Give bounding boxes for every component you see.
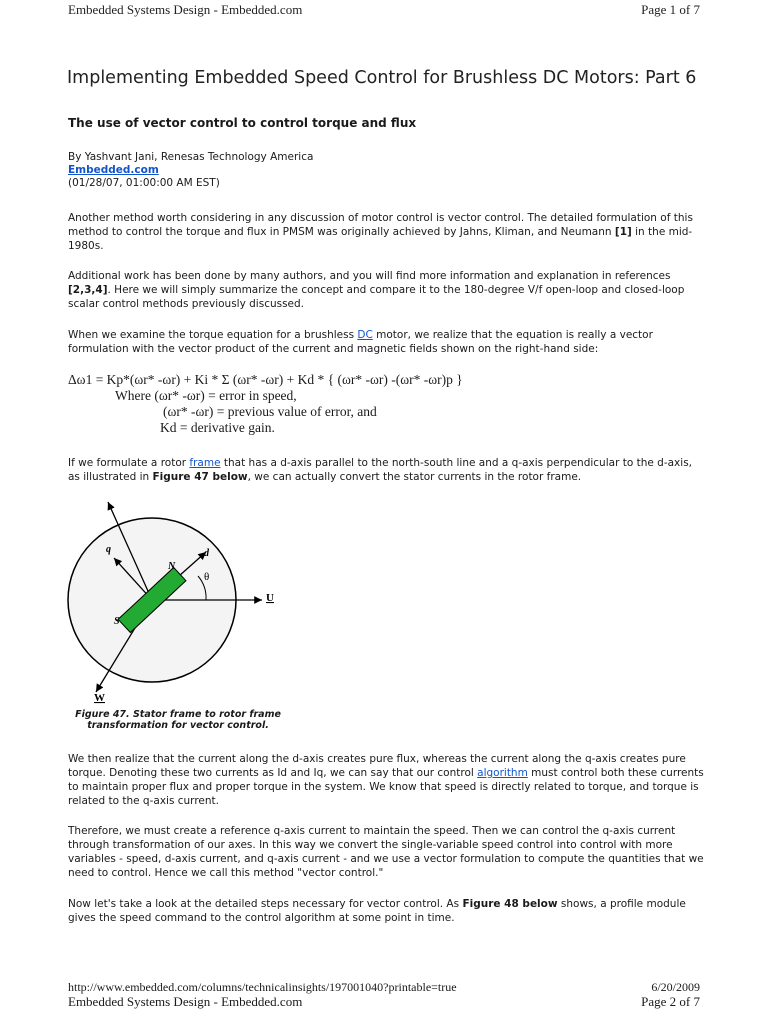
figure-caption: Figure 47. Stator frame to rotor frame transformation for vector control.: [75, 709, 281, 731]
reference-marker: [1]: [614, 226, 632, 238]
article-subtitle: The use of vector control to control torque and flux: [68, 116, 417, 130]
frame-link[interactable]: frame: [189, 457, 221, 469]
footer-url: http://www.embedded.com/columns/technicalinsights/197001040?printable=true: [68, 980, 457, 994]
north-label: N: [168, 561, 176, 572]
paragraph-references: Additional work has been done by many authors, and you will find more information and explanation in references [2,3,4]. Here we will simply summarize the concept and compare it to the 180-degree V/f open-loop and closed-loop scalar control methods previously discussed.: [68, 270, 685, 310]
dc-link[interactable]: DC: [357, 329, 373, 341]
equation-line: Δω1 = Kp*(ωr* -ωr) + Ki * Σ (ωr* -ωr) + Kd * { (ωr* -ωr) -(ωr* -ωr)p }: [68, 372, 463, 387]
paragraph-steps: Now let's take a look at the detailed steps necessary for vector control. As Figure 48 below shows, a profile module gives the speed command to the control algorithm at some point in time.: [68, 898, 686, 924]
equation-line: Kd = derivative gain.: [160, 420, 275, 435]
q-label: q: [106, 544, 111, 555]
w-label: W: [94, 692, 105, 704]
u-label: U: [266, 592, 274, 604]
equation-line: Where (ωr* -ωr) = error in speed,: [115, 388, 297, 403]
paragraph-rotor-frame: If we formulate a rotor frame that has a d-axis parallel to the north-south line and a q-axis perpendicular to the d-axis, as illustrated in Figure 47 below, we can actually convert the stator currents in the rotor frame.: [68, 457, 692, 483]
theta-label: θ: [204, 571, 210, 583]
d-label: d: [204, 548, 209, 559]
paragraph-torque: When we examine the torque equation for a brushless DC motor, we realize that the equation is really a vector formulation with the vector product of the current and magnetic fields shown on the right-hand side:: [68, 329, 653, 355]
paragraph-intro: Another method worth considering in any discussion of motor control is vector control. The detailed formulation of this method to control the torque and flux in PMSM was originally achieved by Jahns, Kliman, and Neumann [1] in the mid-1980s.: [68, 212, 693, 252]
article-title: Implementing Embedded Speed Control for Brushless DC Motors: Part 6: [67, 68, 697, 88]
source-link[interactable]: Embedded.com: [68, 164, 159, 176]
page-number: Page 1 of 7: [641, 2, 700, 17]
byline-block: [68, 151, 313, 190]
figure-reference: Figure 48 below: [462, 898, 558, 910]
footer-date: 6/20/2009: [651, 980, 700, 994]
pid-equation: [68, 372, 463, 436]
reference-marker: [2,3,4]: [68, 284, 108, 296]
next-page-number: Page 2 of 7: [641, 994, 700, 1009]
south-label: S: [114, 616, 120, 627]
page-header-title: Embedded Systems Design - Embedded.com: [68, 2, 303, 17]
equation-line: (ωr* -ωr) = previous value of error, and: [163, 404, 377, 419]
author-line: By Yashvant Jani, Renesas Technology America: [68, 151, 314, 163]
rotor-frame-diagram: [66, 500, 302, 710]
publish-date: (01/28/07, 01:00:00 AM EST): [68, 177, 220, 189]
paragraph-vector-control: Therefore, we must create a reference q-axis current to maintain the speed. Then we can control the q-axis current through transformation of our axes. In this way we convert the single-variable speed control into control with more variables - speed, d-axis current, and q-axis current - and we use a vector formulation to compute the quantities that we need to control. Hence we call this method "vector control.": [68, 825, 704, 879]
algorithm-link[interactable]: algorithm: [477, 767, 528, 779]
next-page-header-title: Embedded Systems Design - Embedded.com: [68, 994, 303, 1009]
paragraph-flux-torque: We then realize that the current along the d-axis creates pure flux, whereas the current along the q-axis creates pure torque. Denoting these two currents as Id and Iq, we can say that our control algorithm must control both these currents to maintain proper flux and proper torque in the system. We know that speed is directly related to torque, and torque is related to the q-axis current.: [68, 753, 704, 807]
figure-reference: Figure 47 below: [152, 471, 248, 483]
